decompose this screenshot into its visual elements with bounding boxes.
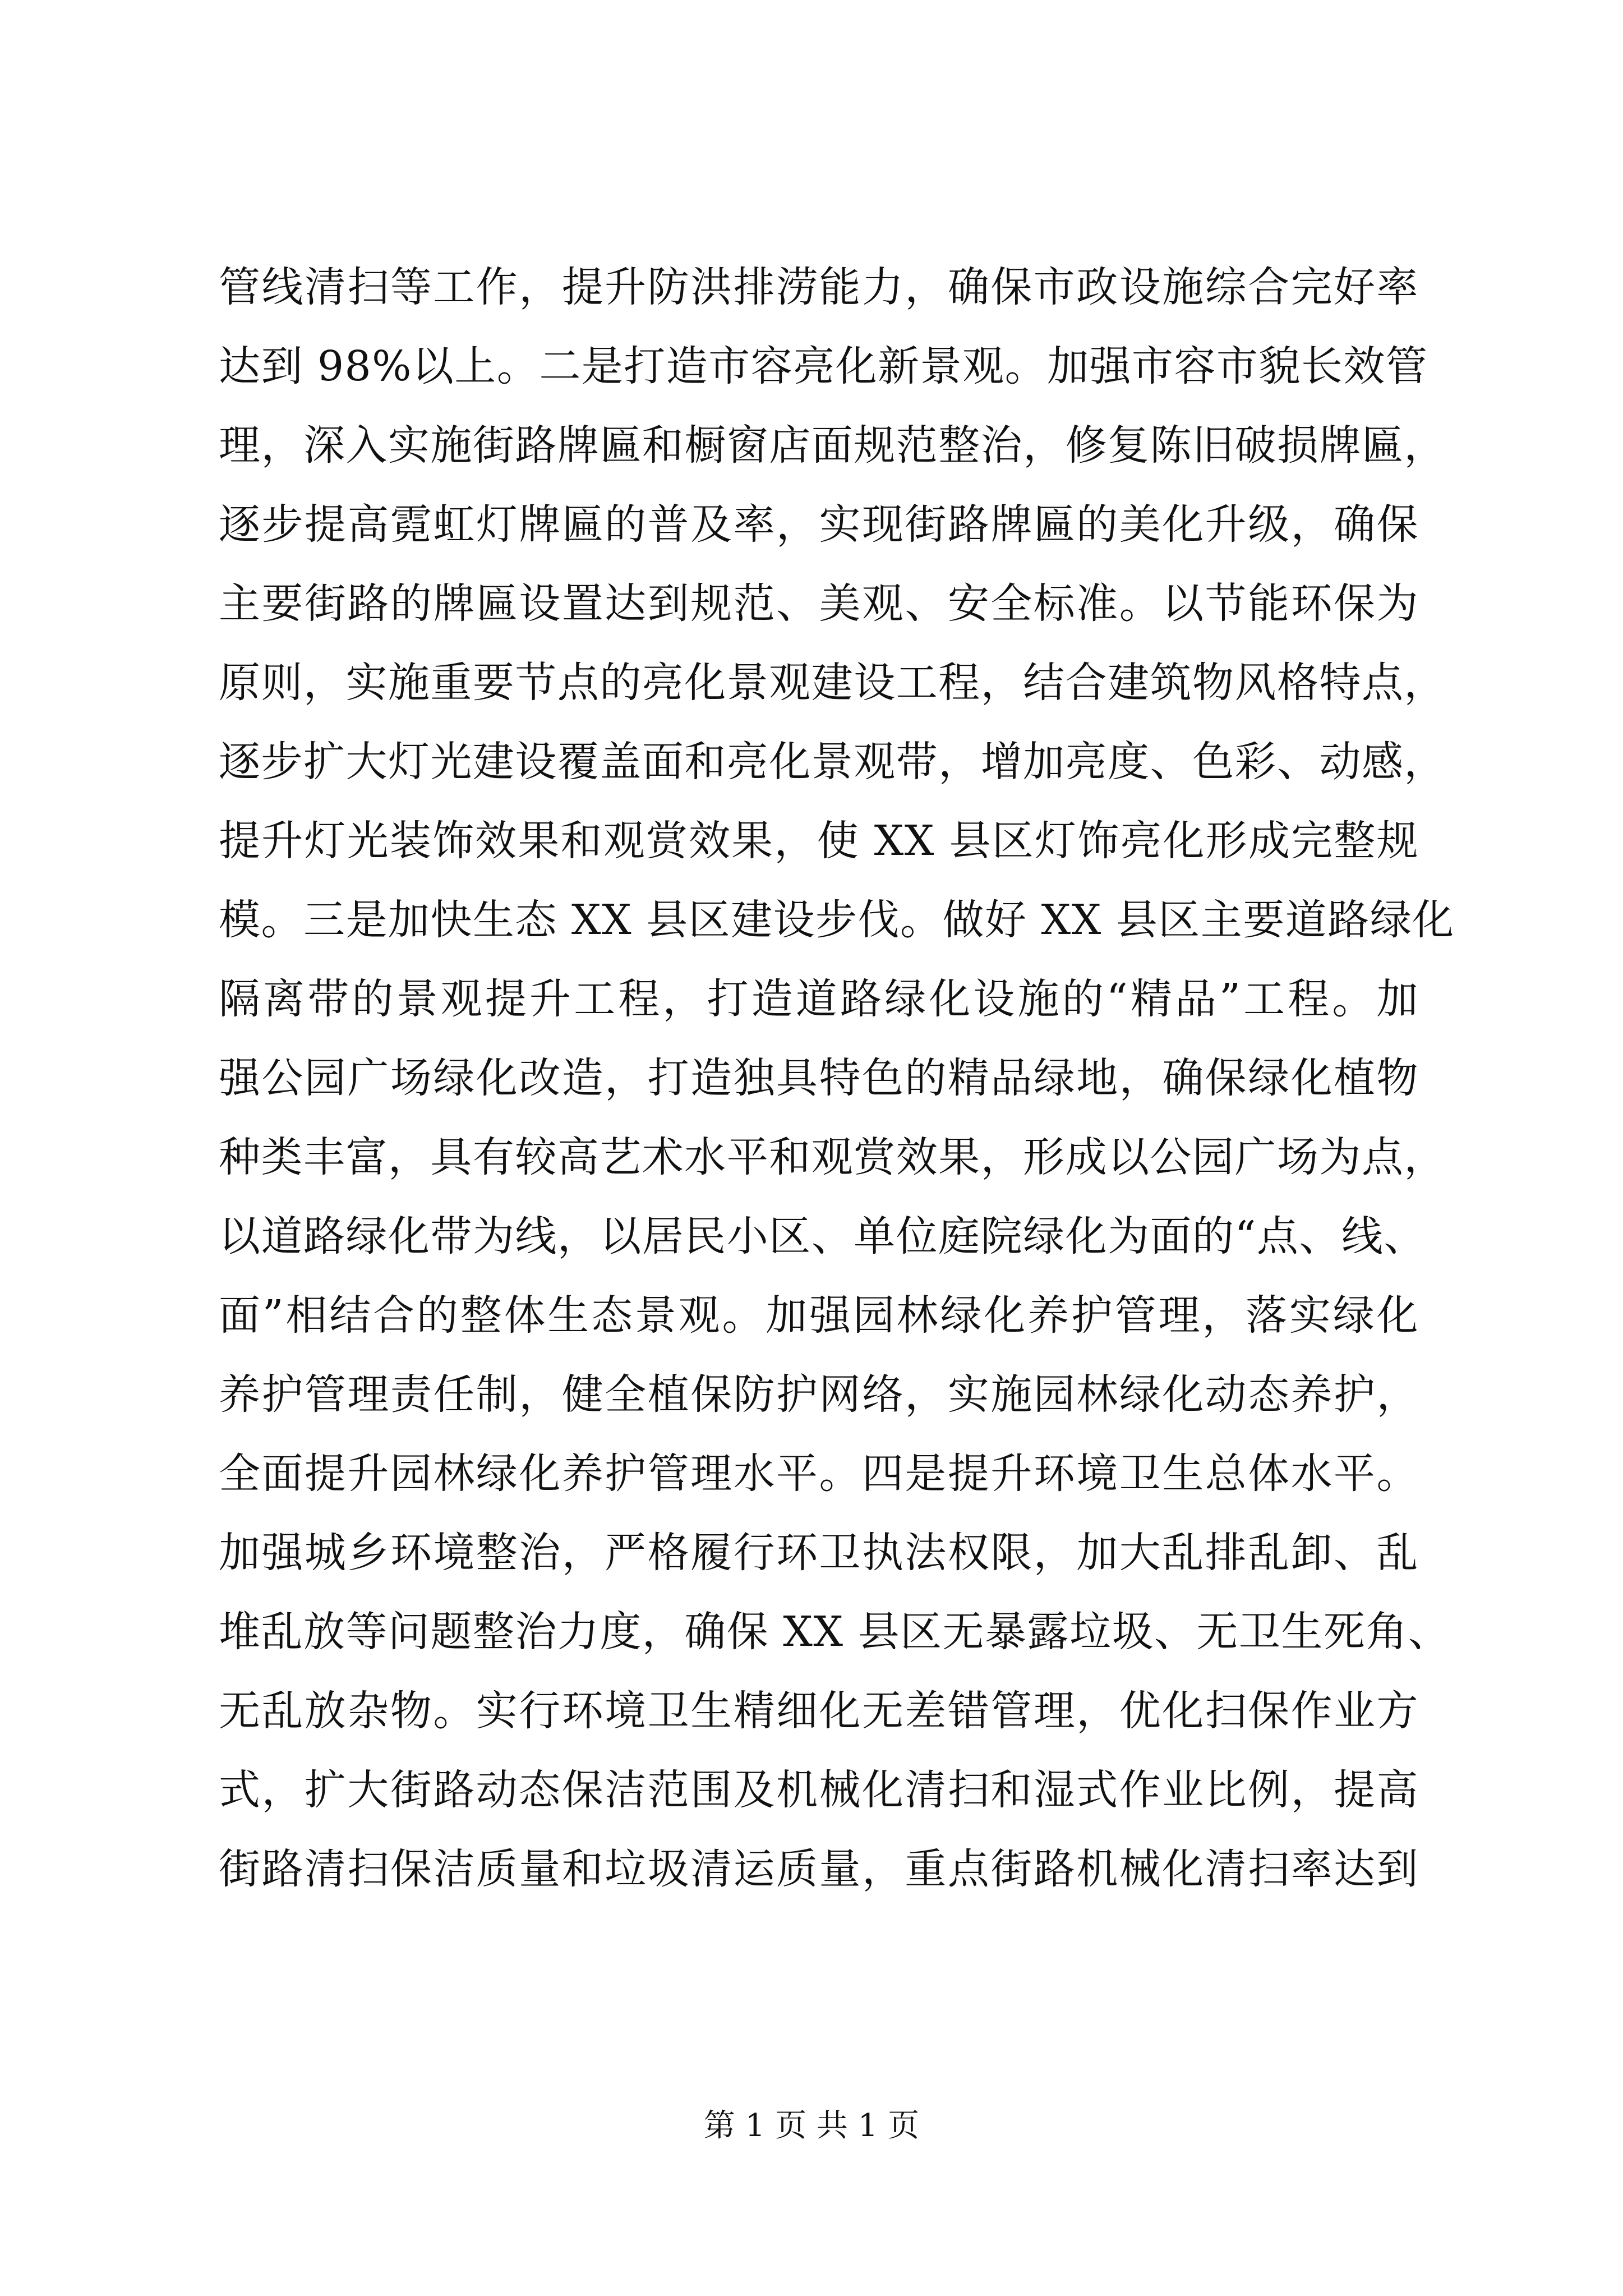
text-line: 无乱放杂物。实行环境卫生精细化无差错管理，优化扫保作业方: [219, 1687, 1419, 1735]
text-line: 隔离带的景观提升工程，打造道路绿化设施的“精品”工程。加: [219, 975, 1419, 1023]
text-line: 加强城乡环境整治，严格履行环卫执法权限，加大乱排乱卸、乱: [219, 1529, 1419, 1577]
text-line: 达到 98%以上。二是打造市容亮化新景观。加强市容市貌长效管: [219, 342, 1428, 390]
text-line: 街路清扫保洁质量和垃圾清运质量，重点街路机械化清扫率达到: [219, 1845, 1419, 1893]
text-line: 以道路绿化带为线，以居民小区、单位庭院绿化为面的“点、线、: [219, 1212, 1426, 1260]
page-number-label: 第 1 页 共 1 页: [703, 2108, 920, 2144]
text-line: 原则，实施重要节点的亮化景观建设工程，结合建筑物风格特点，: [219, 659, 1446, 707]
text-line: 管线清扫等工作，提升防洪排涝能力，确保市政设施综合完好率: [219, 263, 1419, 311]
page-footer: [0, 2106, 1623, 2146]
text-line: 强公园广场绿化改造，打造独具特色的精品绿地，确保绿化植物: [219, 1054, 1419, 1102]
text-line: 提升灯光装饰效果和观赏效果，使 XX 县区灯饰亮化形成完整规: [219, 817, 1419, 865]
text-line: 逐步提高霓虹灯牌匾的普及率，实现街路牌匾的美化升级，确保: [219, 500, 1419, 549]
body-text: [219, 263, 1455, 1925]
text-line: 种类丰富，具有较高艺术水平和观赏效果，形成以公园广场为点，: [219, 1133, 1446, 1181]
text-line: 逐步扩大灯光建设覆盖面和亮化景观带，增加亮度、色彩、动感，: [219, 738, 1446, 786]
text-line: 式，扩大街路动态保洁范围及机械化清扫和湿式作业比例，提高: [219, 1766, 1419, 1814]
text-line: 面”相结合的整体生态景观。加强园林绿化养护管理，落实绿化: [219, 1291, 1419, 1340]
text-line: 养护管理责任制，健全植保防护网络，实施园林绿化动态养护，: [219, 1370, 1419, 1419]
text-line: 堆乱放等问题整治力度，确保 XX 县区无暴露垃圾、无卫生死角、: [219, 1608, 1451, 1656]
text-line: 主要街路的牌匾设置达到规范、美观、安全标准。以节能环保为: [219, 579, 1419, 628]
text-line: 模。三是加快生态 XX 县区建设步伐。做好 XX 县区主要道路绿化: [219, 896, 1455, 944]
text-line: 全面提升园林绿化养护管理水平。四是提升环境卫生总体水平。: [219, 1450, 1419, 1498]
text-line: 理，深入实施街路牌匾和橱窗店面规范整治，修复陈旧破损牌匾，: [219, 421, 1446, 470]
